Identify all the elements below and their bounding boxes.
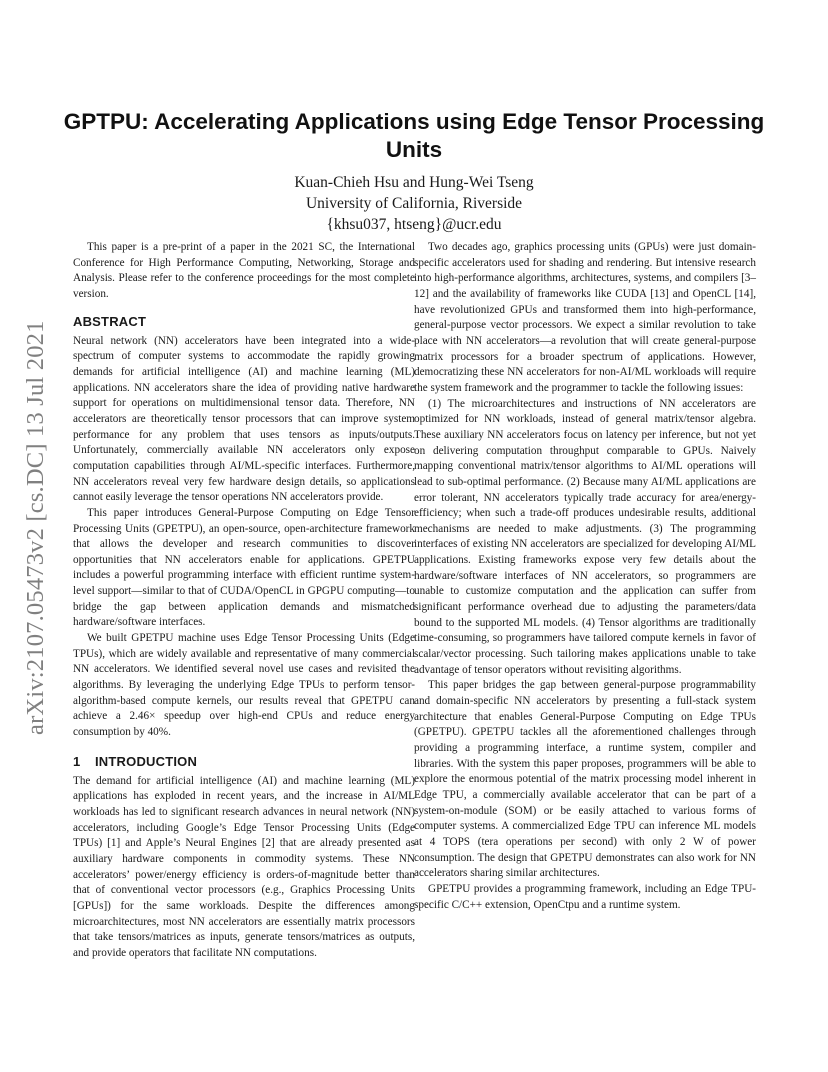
- author-emails: {khsu037, htseng}@ucr.edu: [326, 216, 502, 233]
- body-paragraph: (1) The microarchitectures and instructions of NN accelerators are optimized for NN workloads, instead of general matrix/tensor algebra. These auxiliary NN accelerators focus on latency per inference, but not yet on delivering computation throughput comparable to GPUs. Naively mapping conventional matrix/tensor algorithms to AI/ML operations will lead to sub-optimal performance. (2) Because many AI/ML applications are error tolerant, NN accelerators typically trade accuracy for area/energy-efficiency; when such a trade-off produces undesirable results, additional mechanisms are needed to make adjustments. (3) The programming interfaces of existing NN accelerators are specialized for developing AI/ML applications. Existing frameworks expose very few details about the hardware/software interfaces of NN accelerators, so programmers are unable to customize computation and the application can suffer from significant performance overhead due to adjusting the parameters/data bound to the supported ML models. (4) Tensor algorithms are traditionally time-consuming, so programmers have tailored compute kernels in favor of scalar/vector processing. Such tailoring makes applications unable to take advantage of tensor operators without revisiting algorithms.: [414, 397, 756, 676]
- right-column: [414, 240, 756, 913]
- body-paragraph: GPETPU provides a programming framework, including an Edge TPU-specific C/C++ extension, OpenCtpu and a runtime system.: [414, 882, 756, 911]
- abstract-paragraph: This paper introduces General-Purpose Computing on Edge Tensor Processing Units (GPETPU), an open-source, open-architecture framework that allows the developer and research communities to discover opportunities that NN accelerators enable for applications. GPETPU includes a powerful programming interface with efficient runtime system-level support—similar to that of CUDA/OpenCL in GPGPU computing—to bridge the gap between application demands and mismatched hardware/software interfaces.: [73, 506, 415, 629]
- section-number: 1: [73, 753, 81, 769]
- abstract-paragraph: We built GPETPU machine uses Edge Tensor Processing Units (Edge TPUs), which are widely available and representative of many commercial NN accelerators. We identified several novel use cases and revisited the algorithms. By leveraging the underlying Edge TPUs to perform tensor-algorithm-based compute kernels, our results reveal that GPETPU can achieve a 2.46× speedup over high-end CPUs and reduce energy consumption by 40%.: [73, 632, 415, 739]
- body-paragraph: Two decades ago, graphics processing units (GPUs) were just domain-specific accelerators used for shading and rendering. But intensive research into high-performance algorithms, architectures, systems, and compilers [3–12] and the availability of frameworks like CUDA [13] and OpenCL [14], have revolutionized GPUs and transformed them into high-performance, general-purpose vector processors. We expect a similar revolution to take place with NN accelerators—a revolution that will create general-purpose matrix processors for a broader spectrum of applications. However, democratizing these NN accelerators for non-AI/ML workloads will require the system framework and the programmer to tackle the following issues:: [414, 241, 756, 394]
- abstract-heading: ABSTRACT: [73, 313, 147, 329]
- abstract-paragraph: Neural network (NN) accelerators have been integrated into a wide-spectrum of computer systems to accommodate the rapidly growing demands for artificial intelligence (AI) and machine learning (ML) applications. NN accelerators share the idea of providing native hardware support for operations on multidimensional tensor data. Therefore, NN accelerators are theoretically tensor processors that can improve system performance for any problem that uses tensors as inputs/outputs. Unfortunately, commercially available NN accelerators only expose computation capabilities through AI/ML-specific interfaces. Furthermore, NN accelerators reveal very few hardware design details, so applications cannot easily leverage the tensor operations NN accelerators provide.: [73, 334, 415, 504]
- arxiv-identifier-stamp: arXiv:2107.05473v2 [cs.DC] 13 Jul 2021: [22, 320, 49, 736]
- author-block: [60, 172, 768, 235]
- section-title: INTRODUCTION: [95, 753, 198, 769]
- preprint-note: This paper is a pre-print of a paper in the 2021 SC, the International Conference for High Performance Computing, Networking, Storage and Analysis. Please refer to the conference proceedings for the most complete version.: [73, 241, 415, 300]
- left-column: [73, 240, 415, 962]
- author-names: Kuan-Chieh Hsu and Hung-Wei Tseng: [294, 174, 534, 191]
- paper-title: GPTPU: Accelerating Applications using Edge Tensor Processing Units: [63, 109, 765, 162]
- intro-paragraph: The demand for artificial intelligence (AI) and machine learning (ML) applications has exploded in recent years, and the increase in AI/ML workloads has led to significant research advances in neural network (NN) accelerators, including Google’s Edge Tensor Processing Units (Edge TPUs) [1] and Apple’s Neural Engines [2] that are already presented as auxiliary hardware components in commodity systems. These NN accelerators’ power/energy efficiency is orders-of-magnitude better than that of conventional vector processors (e.g., Graphics Processing Units [GPUs]) for the same workloads. Despite the differences among microarchitectures, most NN accelerators are essentially matrix processors that take tensors/matrices as inputs, generate tensors/matrices as outputs, and provide operators that facilitate NN computations.: [73, 774, 415, 959]
- author-affiliation: University of California, Riverside: [305, 195, 523, 212]
- introduction-heading: [73, 753, 415, 770]
- body-paragraph: This paper bridges the gap between general-purpose programmability and domain-specific NN accelerators by presenting a full-stack system architecture that enables General-Purpose Computing on Edge TPUs (GPETPU). GPETPU tackles all the aforementioned challenges through providing a programming interface, a runtime system, compiler and libraries. With the system this paper proposes, programmers will be able to explore the enormous potential of the matrix processing model inherent in Edge TPU, a commercially available accelerator that can be part of a system-on-module (SOM) or be easily attached to various forms of computer systems. A commercialized Edge TPU can inference ML models at 4 TOPS (tera operations per second) with only 2 W of power consumption. The design that GPETPU demonstrates can also work for NN accelerators sharing similar architectures.: [414, 679, 756, 880]
